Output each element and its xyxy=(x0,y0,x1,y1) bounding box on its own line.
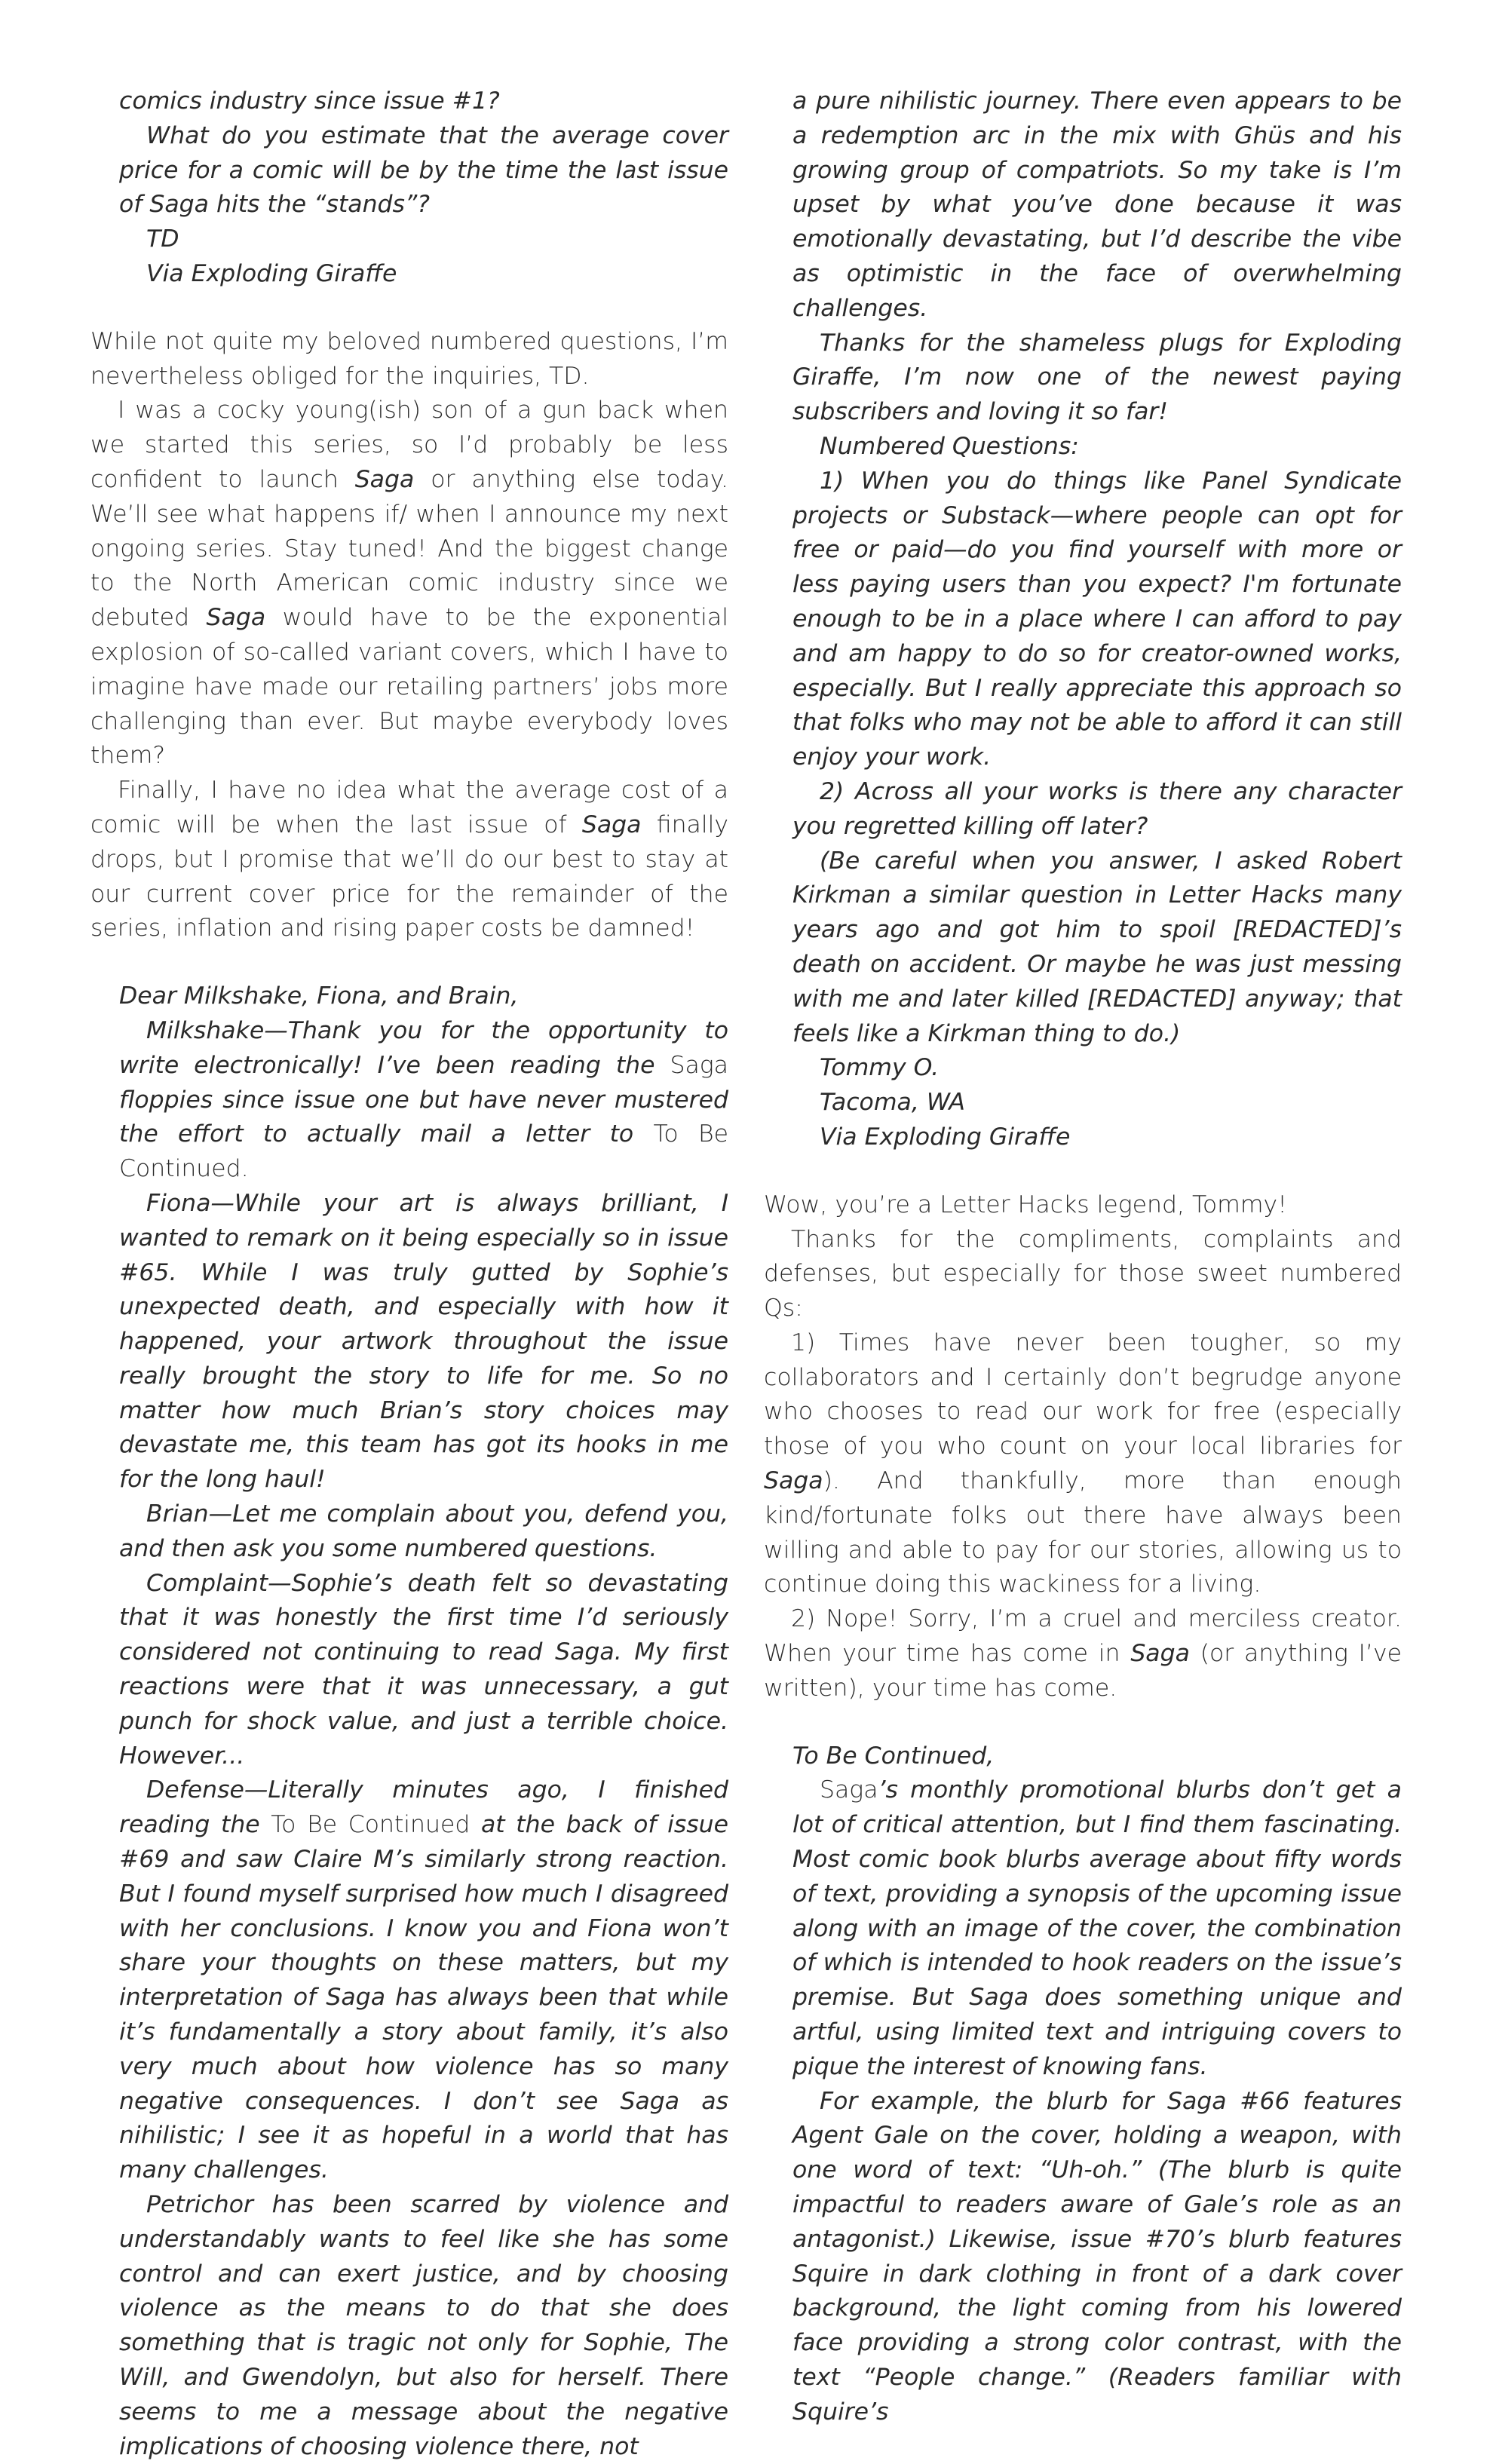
reply-tommy xyxy=(764,1188,1402,1706)
letter-via: Via Exploding Giraffe xyxy=(820,1123,1071,1151)
letter-paragraph: Saga’s monthly promotional blurbs don’t get a lot of critical attention, but I find them fascinating. Most comic book blurbs average about fifty words of text, providing a synopsis of the upcoming issue along with an image of the cover, the combination of which is intended to hook readers on the issue’s premise. But Saga does something unique and artful, using limited text and intriguing covers to pique the interest of knowing fans. xyxy=(792,1776,1402,2080)
left-column xyxy=(90,84,728,2464)
reply-paragraph: Wow, you’re a Letter Hacks legend, Tommy! xyxy=(764,1191,1287,1218)
letter-tommy-part1 xyxy=(90,979,728,2464)
letter-signature: Tommy O. xyxy=(820,1054,940,1082)
reply-paragraph: I was a cocky young(ish) son of a gun back when we started this series, so I’d probably be less confident to launch Saga or anything else today. We’ll see what happens if/ when I announce my next ongoing series. Stay tuned! And the biggest change to the North American comic industry since we debuted Saga would have to be the exponential explosion of so-called variant covers, which I have to imagine have made our retailing partners’ jobs more challenging than ever. But maybe everybody loves them? xyxy=(90,397,728,770)
letter-td xyxy=(90,84,728,292)
section-spacer xyxy=(764,1706,1402,1739)
letter-paragraph: a pure nihilistic journey. There even appears to be a redemption arc in the mix with Ghüs and his growing group of compatriots. So my take is I’m upset by what you’ve done because it was emotionally devastating, but I’d describe the vibe as optimistic in the face of overwhelming challenges. xyxy=(792,87,1402,322)
letter-blurbs xyxy=(764,1739,1402,2430)
letter-paragraph: Petrichor has been scarred by violence and understandably wants to feel like she has some control and can exert justice, and by choosing violence as the means to do that she does something that is tragic not only for Sophie, The Will, and Gwendolyn, but also for herself. There seems to me a message about the negative implications of choosing violence there, not xyxy=(119,2191,728,2460)
section-spacer xyxy=(90,946,728,979)
letter-paragraph: Defense—Literally minutes ago, I finished reading the To Be Continued at the back of issue #69 and saw Claire M’s similarly strong reaction. But I found myself surprised how much I disagreed with her conclusions. I know you and Fiona won’t share your thoughts on these matters, but my interpretation of Saga has always been that while it’s fundamentally a story about family, it’s also very much about how violence has so many negative consequences. I don’t see Saga as nihilistic; I see it as hopeful in a world that has many challenges. xyxy=(119,1776,728,2184)
letter-paragraph: Fiona—While your art is always brilliant, I wanted to remark on it being especially so in issue #65. While I was truly gutted by Sophie’s unexpected death, and especially with how it happened, your artwork throughout the issue really brought the story to life for me. So no matter how much Brian’s story choices may devastate me, this team has got its hooks in me for the long haul! xyxy=(119,1189,728,1494)
reply-paragraph: While not quite my beloved numbered questions, I’m nevertheless obliged for the inquiries, TD. xyxy=(90,327,728,390)
letter-paragraph: Complaint—Sophie’s death felt so devastating that it was honestly the first time I’d seriously considered not continuing to read Saga. My first reactions were that it was unnecessary, a gut punch for shock value, and just a terrible choice. However... xyxy=(119,1569,728,1770)
reply-td xyxy=(90,325,728,946)
letter-aside: (Be careful when you answer, I asked Robert Kirkman a similar question in Letter Hacks many years ago and got him to spoil [REDACTED]’s death on accident. Or maybe he was just messing with me and later killed [REDACTED] anyway; that feels like a Kirkman thing to do.) xyxy=(792,847,1402,1047)
reply-answer: 1) Times have never been tougher, so my collaborators and I certainly don’t begrudge anyone who chooses to read our work for free (especially those of you who count on your local libraries for Saga). And thankfully, more than enough kind/fortunate folks out there have always been willing and able to pay for our stories, allowing us to continue doing this wackiness for a living. xyxy=(764,1329,1402,1598)
letter-salutation: To Be Continued, xyxy=(792,1742,995,1770)
letter-signature: TD xyxy=(146,225,179,253)
numbered-question: 2) Across all your works is there any character you regretted killing off later? xyxy=(792,777,1402,840)
letter-paragraph: Thanks for the shameless plugs for Exploding Giraffe, I’m now one of the newest paying subscribers and loving it so far! xyxy=(792,329,1402,426)
section-spacer xyxy=(90,292,728,325)
reply-answer: 2) Nope! Sorry, I’m a cruel and merciless creator. When your time has come in Saga (or anything I’ve written), your time has come. xyxy=(764,1605,1402,1702)
numbered-question: 1) When you do things like Panel Syndicate projects or Substack—where people can opt for free or paid—do you find yourself with more or less paying users than you expect? I'm fortunate enough to be in a place where I can afford to pay and am happy to do so for creator-owned works, especially. But I really appreciate this approach so that folks who may not be able to afford it can still enjoy your work. xyxy=(792,467,1402,771)
numbered-questions-heading: Numbered Questions: xyxy=(820,432,1079,460)
letter-paragraph: For example, the blurb for Saga #66 features Agent Gale on the cover, holding a weapon, with one word of text: “Uh-oh.” (The blurb is quite impactful to readers aware of Gale’s role as an antagonist.) Likewise, issue #70’s blurb features Squire in dark clothing in front of a dark cover background, the light coming from his lowered face providing a strong color contrast, with the text “People change.” (Readers familiar with Squire’s xyxy=(792,2087,1402,2426)
letter-paragraph: What do you estimate that the average cover price for a comic will be by the time the last issue of Saga hits the “stands”? xyxy=(119,121,728,219)
letter-location: Tacoma, WA xyxy=(820,1089,965,1117)
letter-salutation: Dear Milkshake, Fiona, and Brain, xyxy=(119,982,519,1010)
section-spacer xyxy=(764,1155,1402,1188)
reply-paragraph: Finally, I have no idea what the average cost of a comic will be when the last issue of Saga finally drops, but I promise that we’ll do our best to stay at our current cover price for the remainder of the series, inflation and rising paper costs be damned! xyxy=(90,777,728,942)
reply-paragraph: Thanks for the compliments, complaints and defenses, but especially for those sweet numbered Qs: xyxy=(764,1225,1402,1322)
letter-paragraph: comics industry since issue #1? xyxy=(119,87,500,115)
letter-tommy-part2 xyxy=(764,84,1402,1155)
letter-via: Via Exploding Giraffe xyxy=(146,259,397,287)
right-column xyxy=(764,84,1402,2430)
letter-paragraph: Brian—Let me complain about you, defend you, and then ask you some numbered questions. xyxy=(119,1500,728,1562)
letter-paragraph: Milkshake—Thank you for the opportunity to write electronically! I’ve been reading the Saga floppies since issue one but have never mustered the effort to actually mail a letter to To Be Continued. xyxy=(119,1016,728,1183)
